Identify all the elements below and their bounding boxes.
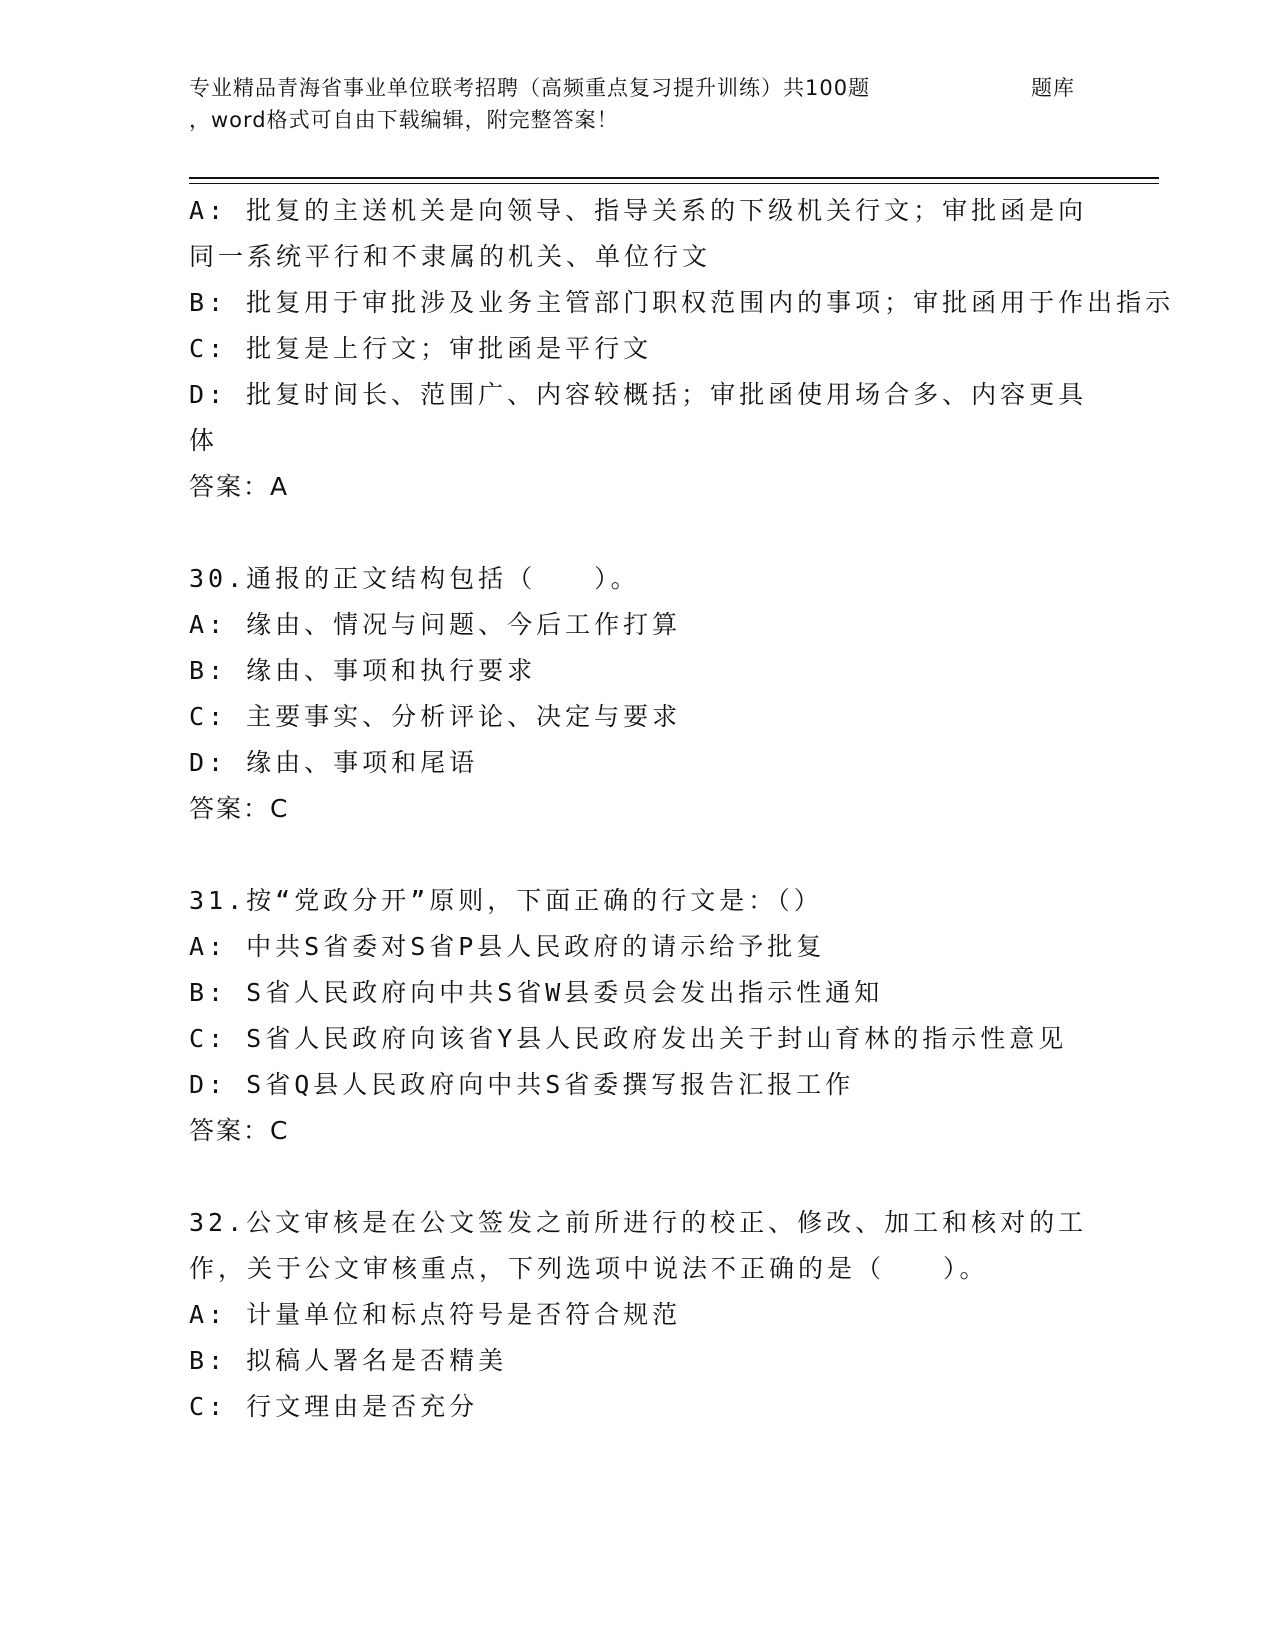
question-stem: 31.按“党政分开”原则，下面正确的行文是：（） xyxy=(189,886,823,915)
header-subtitle: ，word格式可自由下载编辑，附完整答案！ xyxy=(189,108,619,132)
header-divider xyxy=(189,177,1159,179)
header-title-line xyxy=(189,72,1089,104)
option-a: A: 批复的主送机关是向领导、指导关系的下级机关行文；审批函是向同一系统平行和不隶属的机关、单位行文 xyxy=(189,196,1088,271)
option-c: C: 行文理由是否充分 xyxy=(189,1392,479,1421)
question-stem: 30.通报的正文结构包括（ ）。 xyxy=(189,564,640,593)
answer-line: 答案：A xyxy=(189,472,290,501)
answer-line: 答案：C xyxy=(189,794,290,823)
question-block-29 xyxy=(189,188,1175,510)
question-block-31 xyxy=(189,878,1089,1154)
question-block-32 xyxy=(189,1200,1089,1430)
document-body xyxy=(189,188,1175,1430)
option-b: B: 批复用于审批涉及业务主管部门职权范围内的事项；审批函用于作出指示 xyxy=(189,288,1175,317)
header-divider-thin xyxy=(189,183,1159,184)
option-c: C: 主要事实、分析评论、决定与要求 xyxy=(189,702,682,731)
question-stem: 32.公文审核是在公文签发之前所进行的校正、修改、加工和核对的工作，关于公文审核重点，下列选项中说法不正确的是（ ）。 xyxy=(189,1208,1088,1283)
answer-line: 答案：C xyxy=(189,1116,290,1145)
option-c: C: S省人民政府向该省Y县人民政府发出关于封山育林的指示性意见 xyxy=(189,1024,1068,1053)
option-d: D: 缘由、事项和尾语 xyxy=(189,748,479,777)
option-b: B: S省人民政府向中共S省W县委员会发出指示性通知 xyxy=(189,978,884,1007)
question-block-30 xyxy=(189,556,1089,832)
option-a: A: 缘由、情况与问题、今后工作打算 xyxy=(189,610,682,639)
option-a: A: 中共S省委对S省P县人民政府的请示给予批复 xyxy=(189,932,826,961)
document-header xyxy=(189,72,1089,136)
option-d: D: S省Q县人民政府向中共S省委撰写报告汇报工作 xyxy=(189,1070,855,1099)
header-tag: 题库 xyxy=(1031,76,1075,100)
option-d: D: 批复时间长、范围广、内容较概括；审批函使用场合多、内容更具体 xyxy=(189,380,1088,455)
option-b: B: 拟稿人署名是否精美 xyxy=(189,1346,508,1375)
option-b: B: 缘由、事项和执行要求 xyxy=(189,656,537,685)
header-title: 专业精品青海省事业单位联考招聘（高频重点复习提升训练）共100题 xyxy=(189,76,871,100)
option-a: A: 计量单位和标点符号是否符合规范 xyxy=(189,1300,682,1329)
option-c: C: 批复是上行文；审批函是平行文 xyxy=(189,334,653,363)
